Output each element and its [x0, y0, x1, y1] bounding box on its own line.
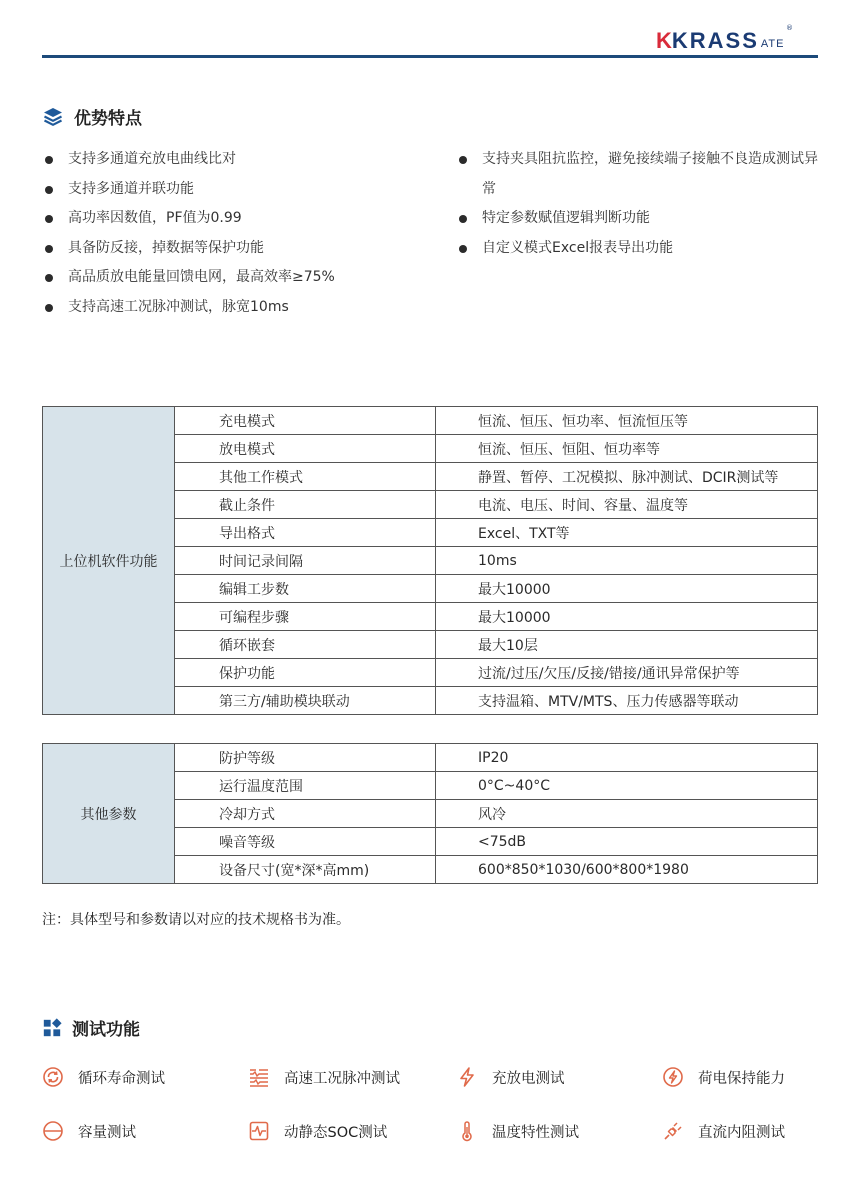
feature-label: 温度特性测试: [492, 1124, 579, 1141]
logo-suffix: ATE: [760, 38, 785, 50]
table-group-cell: 其他参数: [43, 744, 175, 884]
table-key-cell: 可编程步骤: [175, 603, 436, 631]
lightning-circle-icon: [662, 1066, 684, 1088]
feature-item-pulse: [248, 1066, 400, 1088]
table-value-cell: 恒流、恒压、恒阻、恒功率等: [436, 435, 818, 463]
list-item: 支持多通道并联功能: [42, 175, 442, 205]
table-value-cell: 最大10000: [436, 575, 818, 603]
table-row: [43, 407, 818, 435]
page-header: [0, 0, 860, 62]
table-value-cell: 10ms: [436, 547, 818, 575]
feature-label: 动静态SOC测试: [284, 1124, 388, 1141]
table-key-cell: 循环嵌套: [175, 631, 436, 659]
half-circle-icon: [42, 1120, 64, 1142]
feature-item-charge-discharge: [456, 1066, 565, 1088]
header-rule: [42, 55, 818, 58]
table-key-cell: 第三方/辅助模块联动: [175, 687, 436, 715]
test-functions-heading: [42, 1015, 140, 1040]
other-spec-table: [42, 743, 818, 884]
list-item: 支持多通道充放电曲线比对: [42, 145, 442, 175]
feature-item-charge-retention: [662, 1066, 785, 1088]
feature-item-dc-resistance: [662, 1120, 785, 1142]
feature-label: 直流内阻测试: [698, 1124, 785, 1141]
lightning-icon: [456, 1066, 478, 1088]
table-value-cell: 电流、电压、时间、容量、温度等: [436, 491, 818, 519]
software-spec-table: [42, 406, 818, 715]
table-key-cell: 截止条件: [175, 491, 436, 519]
thermometer-icon: [456, 1120, 478, 1142]
table-key-cell: 放电模式: [175, 435, 436, 463]
cycle-icon: [42, 1066, 64, 1088]
list-item: 高品质放电能量回馈电网，最高效率≥75%: [42, 263, 442, 293]
logo-k-mark: K: [656, 28, 672, 53]
table-key-cell: 噪音等级: [175, 828, 436, 856]
feature-label: 高速工况脉冲测试: [284, 1070, 400, 1087]
logo-wordmark: KRASS: [671, 28, 759, 53]
list-item: 高功率因数值，PF值为0.99: [42, 204, 442, 234]
table-value-cell: 0°C~40°C: [436, 772, 818, 800]
feature-label: 荷电保持能力: [698, 1070, 785, 1087]
footnote: 注：具体型号和参数请以对应的技术规格书为准。: [42, 912, 350, 928]
table-value-cell: Excel、TXT等: [436, 519, 818, 547]
layers-icon: [42, 106, 64, 128]
feature-label: 充放电测试: [492, 1070, 565, 1087]
table-value-cell: 过流/过压/欠压/反接/错接/通讯异常保护等: [436, 659, 818, 687]
table-key-cell: 编辑工步数: [175, 575, 436, 603]
heartbeat-icon: [248, 1120, 270, 1142]
list-item: 具备防反接，掉数据等保护功能: [42, 234, 442, 264]
table-row: [43, 744, 818, 772]
advantages-title: 优势特点: [74, 109, 142, 129]
test-functions-title: 测试功能: [72, 1020, 140, 1040]
table-group-cell: 上位机软件功能: [43, 407, 175, 715]
logo-registered-mark: ®: [786, 24, 793, 32]
table-key-cell: 防护等级: [175, 744, 436, 772]
table-value-cell: 支持温箱、MTV/MTS、压力传感器等联动: [436, 687, 818, 715]
krass-logo: [656, 24, 793, 53]
table-key-cell: 运行温度范围: [175, 772, 436, 800]
table-value-cell: 最大10层: [436, 631, 818, 659]
table-key-cell: 设备尺寸(宽*深*高mm): [175, 856, 436, 884]
table-value-cell: 静置、暂停、工况模拟、脉冲测试、DCIR测试等: [436, 463, 818, 491]
feature-item-temperature: [456, 1120, 579, 1142]
table-value-cell: IP20: [436, 744, 818, 772]
list-item: 支持高速工况脉冲测试，脉宽10ms: [42, 293, 442, 323]
feature-item-soc: [248, 1120, 387, 1142]
list-item: 自定义模式Excel报表导出功能: [456, 234, 826, 264]
feature-label: 循环寿命测试: [78, 1070, 165, 1087]
table-key-cell: 其他工作模式: [175, 463, 436, 491]
table-value-cell: 最大10000: [436, 603, 818, 631]
advantages-list-left: [42, 145, 442, 323]
grid-icon: [42, 1018, 62, 1038]
table-key-cell: 时间记录间隔: [175, 547, 436, 575]
advantages-heading: [42, 104, 142, 129]
feature-item-cycle-life: [42, 1066, 165, 1088]
pulse-wave-icon: [248, 1066, 270, 1088]
table-key-cell: 充电模式: [175, 407, 436, 435]
table-value-cell: 600*850*1030/600*800*1980: [436, 856, 818, 884]
list-item: 支持夹具阻抗监控，避免接续端子接触不良造成测试异常: [456, 145, 826, 204]
table-value-cell: 恒流、恒压、恒功率、恒流恒压等: [436, 407, 818, 435]
feature-item-capacity: [42, 1120, 136, 1142]
table-value-cell: 风冷: [436, 800, 818, 828]
table-value-cell: <75dB: [436, 828, 818, 856]
table-key-cell: 冷却方式: [175, 800, 436, 828]
table-key-cell: 保护功能: [175, 659, 436, 687]
plug-icon: [662, 1120, 684, 1142]
table-key-cell: 导出格式: [175, 519, 436, 547]
advantages-list-right: [456, 145, 826, 263]
feature-label: 容量测试: [78, 1124, 136, 1141]
list-item: 特定参数赋值逻辑判断功能: [456, 204, 826, 234]
